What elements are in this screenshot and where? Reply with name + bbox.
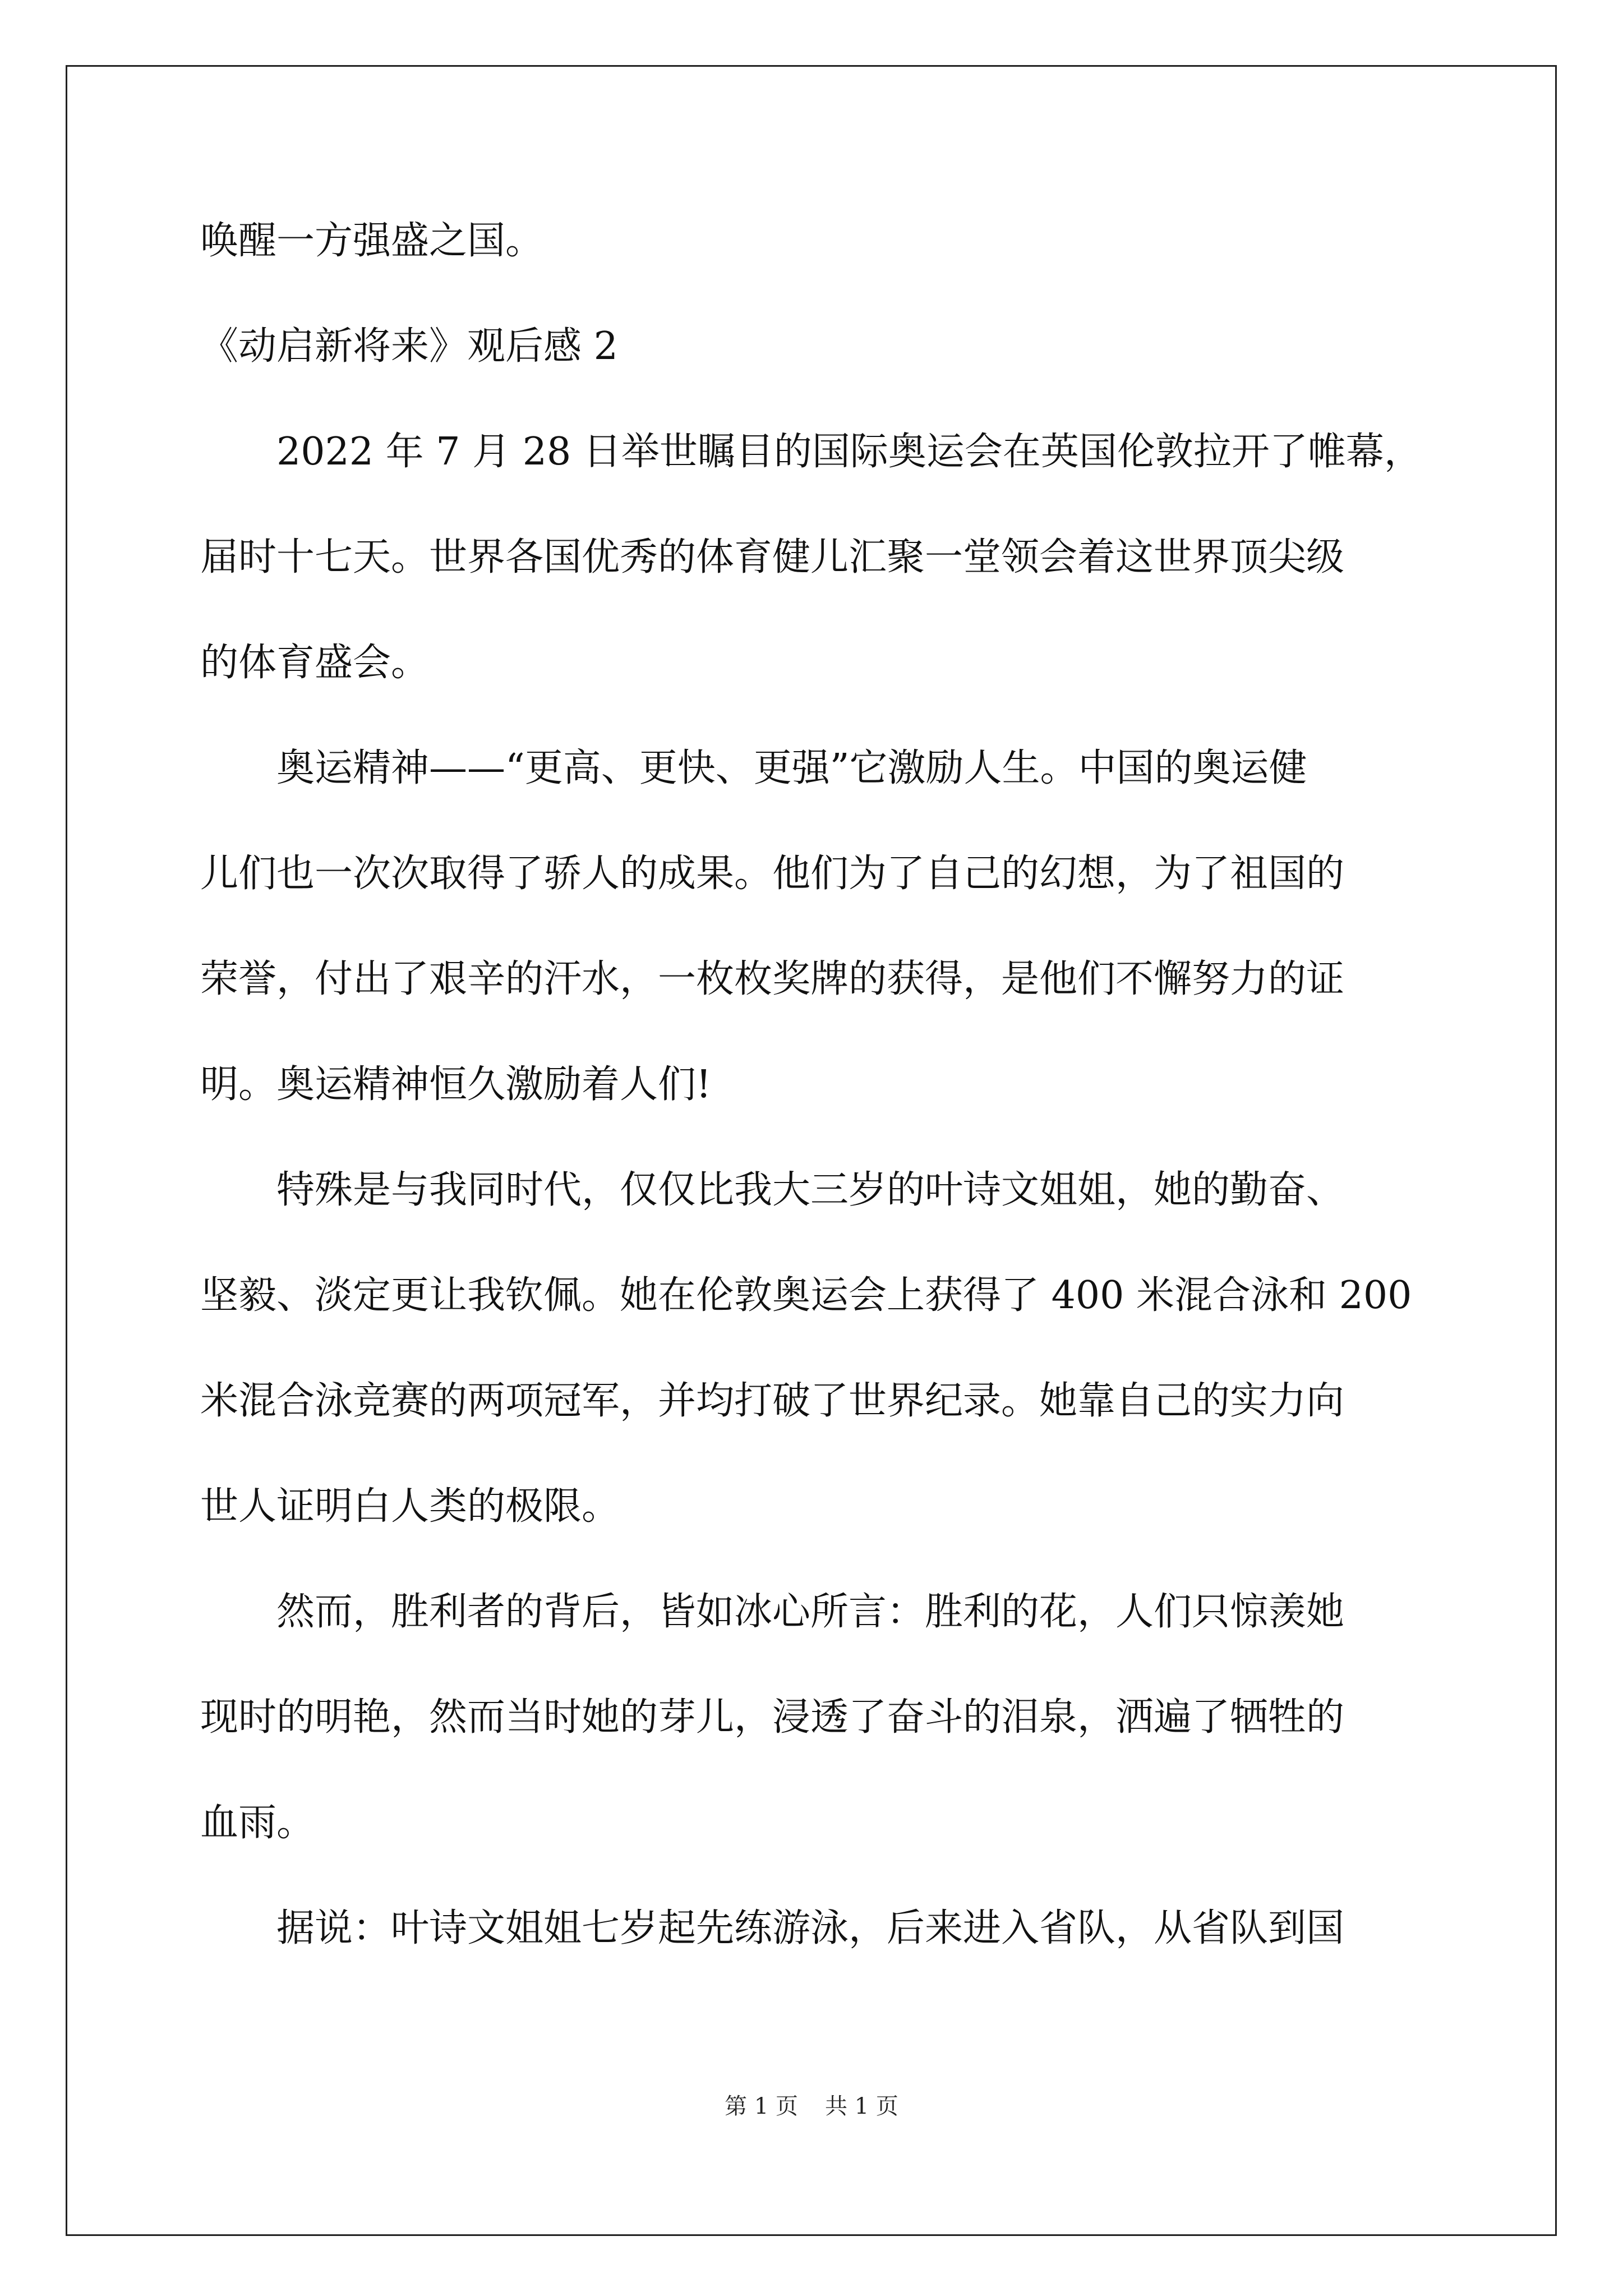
text-line: 坚毅、淡定更让我钦佩。她在伦敦奥运会上获得了 400 米混合泳和 200 bbox=[200, 1273, 1412, 1318]
section-heading: 《动启新将来》观后感 2 bbox=[200, 324, 618, 369]
text-line: 据说：叶诗文姐姐七岁起先练游泳，后来进入省队，从省队到国 bbox=[200, 1906, 1345, 1950]
page-number: 第 1 页 bbox=[725, 2093, 798, 2119]
text-line: 血雨。 bbox=[200, 1801, 315, 1845]
page-total: 共 1 页 bbox=[825, 2093, 898, 2119]
text-line: 米混合泳竞赛的两项冠军，并均打破了世界纪录。她靠自己的实力向 bbox=[200, 1379, 1345, 1423]
document-body bbox=[200, 215, 1423, 1955]
page-footer bbox=[0, 2092, 1623, 2120]
text-line: 2022 年 7 月 28 日举世瞩目的国际奥运会在英国伦敦拉开了帷幕， bbox=[200, 430, 1422, 474]
text-line: 特殊是与我同时代，仅仅比我大三岁的叶诗文姐姐，她的勤奋、 bbox=[200, 1168, 1345, 1212]
text-line: 然而，胜利者的背后，皆如冰心所言：胜利的花，人们只惊羡她 bbox=[200, 1590, 1345, 1634]
text-line: 届时十七天。世界各国优秀的体育健儿汇聚一堂领会着这世界顶尖级 bbox=[200, 535, 1345, 579]
text-line: 唤醒一方强盛之国。 bbox=[200, 219, 544, 263]
text-line: 世人证明白人类的极限。 bbox=[200, 1484, 620, 1529]
text-line: 奥运精神——“更高、更快、更强”它激励人生。中国的奥运健 bbox=[200, 746, 1307, 790]
text-line: 荣誉，付出了艰辛的汗水，一枚枚奖牌的获得，是他们不懈努力的证 bbox=[200, 957, 1345, 1001]
text-line: 现时的明艳，然而当时她的芽儿，浸透了奋斗的泪泉，洒遍了牺牲的 bbox=[200, 1695, 1345, 1740]
text-line: 的体育盛会。 bbox=[200, 641, 430, 685]
text-line: 明。奥运精神恒久激励着人们! bbox=[200, 1062, 712, 1107]
text-line: 儿们也一次次取得了骄人的成果。他们为了自己的幻想，为了祖国的 bbox=[200, 852, 1345, 896]
